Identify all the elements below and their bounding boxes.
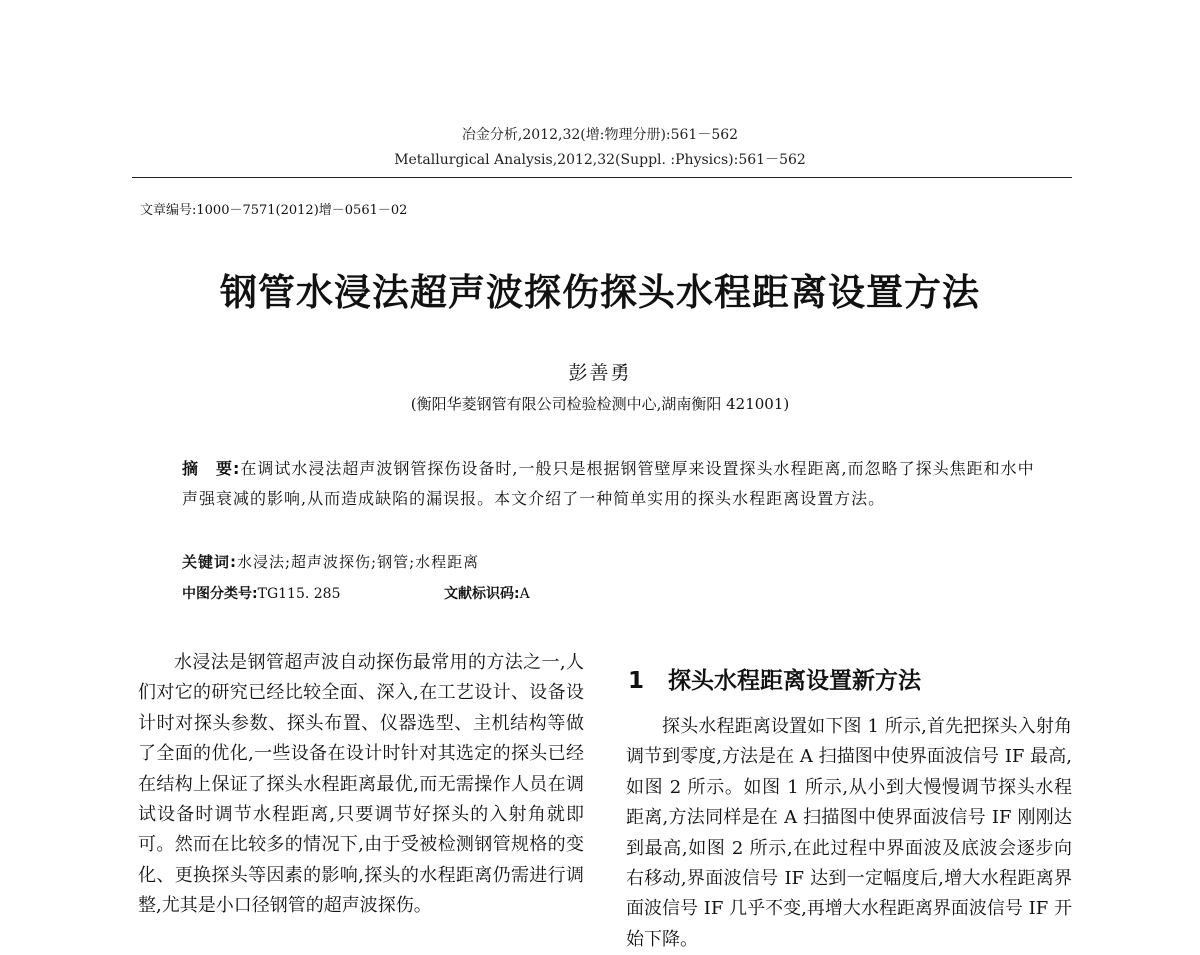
doc-code-label: 文献标识码: [444,586,520,602]
body-right-column: 探头水程距离设置如下图 1 所示,首先把探头入射角调节到零度,方法是在 A 扫描图中使界面波信号 IF 最高,如图 2 所示。如图 1 所示,从小到大慢慢调节探头水程距离,方法同样是在 A 扫描图中使界面波信号 IF 刚刚达到最高,如图 2 所示,在此过程中界面波及底波会逐步向右移动,界面波信号 IF 达到一定幅度后,增大水程距离界面波信号 IF 几乎不变,再增大水程距离界面波信号 IF 开始下降。 [626,716,1072,950]
keywords-label: 关键词: [182,553,237,571]
paper-title: 钢管水浸法超声波探伤探头水程距离设置方法 [220,271,980,314]
header-rule [132,177,1072,178]
journal-header-cn: 冶金分析,2012,32(增:物理分册):561－562 [461,127,739,143]
document-code [444,583,530,603]
clc-label: 中图分类号: [182,586,258,602]
keywords-text: 水浸法;超声波探伤;钢管;水程距离 [237,553,480,571]
section-title: 探头水程距离设置新方法 [668,668,921,694]
doc-code-value: A [519,586,530,602]
body-left-column: 水浸法是钢管超声波自动探伤最常用的方法之一,人们对它的研究已经比较全面、深入,在工艺设计、设备设计时对探头参数、探头布置、仪器选型、主机结构等做了全面的优化,一些设备在设计时针对其选定的探头已经在结构上保证了探头水程距离最优,而无需操作人员在调试设备时调节水程距离,只要调节好探头的入射角就即可。然而在比较多的情况下,由于受被检测钢管规格的变化、更换探头等因素的影响,探头的水程距离仍需进行调整,尤其是小口径钢管的超声波探伤。 [138,652,584,917]
clc-number [182,583,340,603]
author: 彭善勇 [568,362,632,384]
section-number: 1 [628,668,645,694]
abstract [182,454,1042,514]
journal-header-en: Metallurgical Analysis,2012,32(Suppl. :Physics):561－562 [394,152,806,168]
clc-value: TG115. 285 [257,586,341,602]
abstract-text: 在调试水浸法超声波钢管探伤设备时,一般只是根据钢管壁厚来设置探头水程距离,而忽略了探头焦距和水中声强衰减的影响,从而造成缺陷的漏误报。本文介绍了一种简单实用的探头水程距离设置方法。 [182,459,1035,508]
keywords [182,551,479,572]
abstract-label: 摘 要: [182,459,241,478]
article-number: 文章编号:1000－7571(2012)增－0561－02 [140,203,408,218]
section-1-heading [628,662,921,695]
affiliation: (衡阳华菱钢管有限公司检验检测中心,湖南衡阳 421001) [410,395,790,413]
